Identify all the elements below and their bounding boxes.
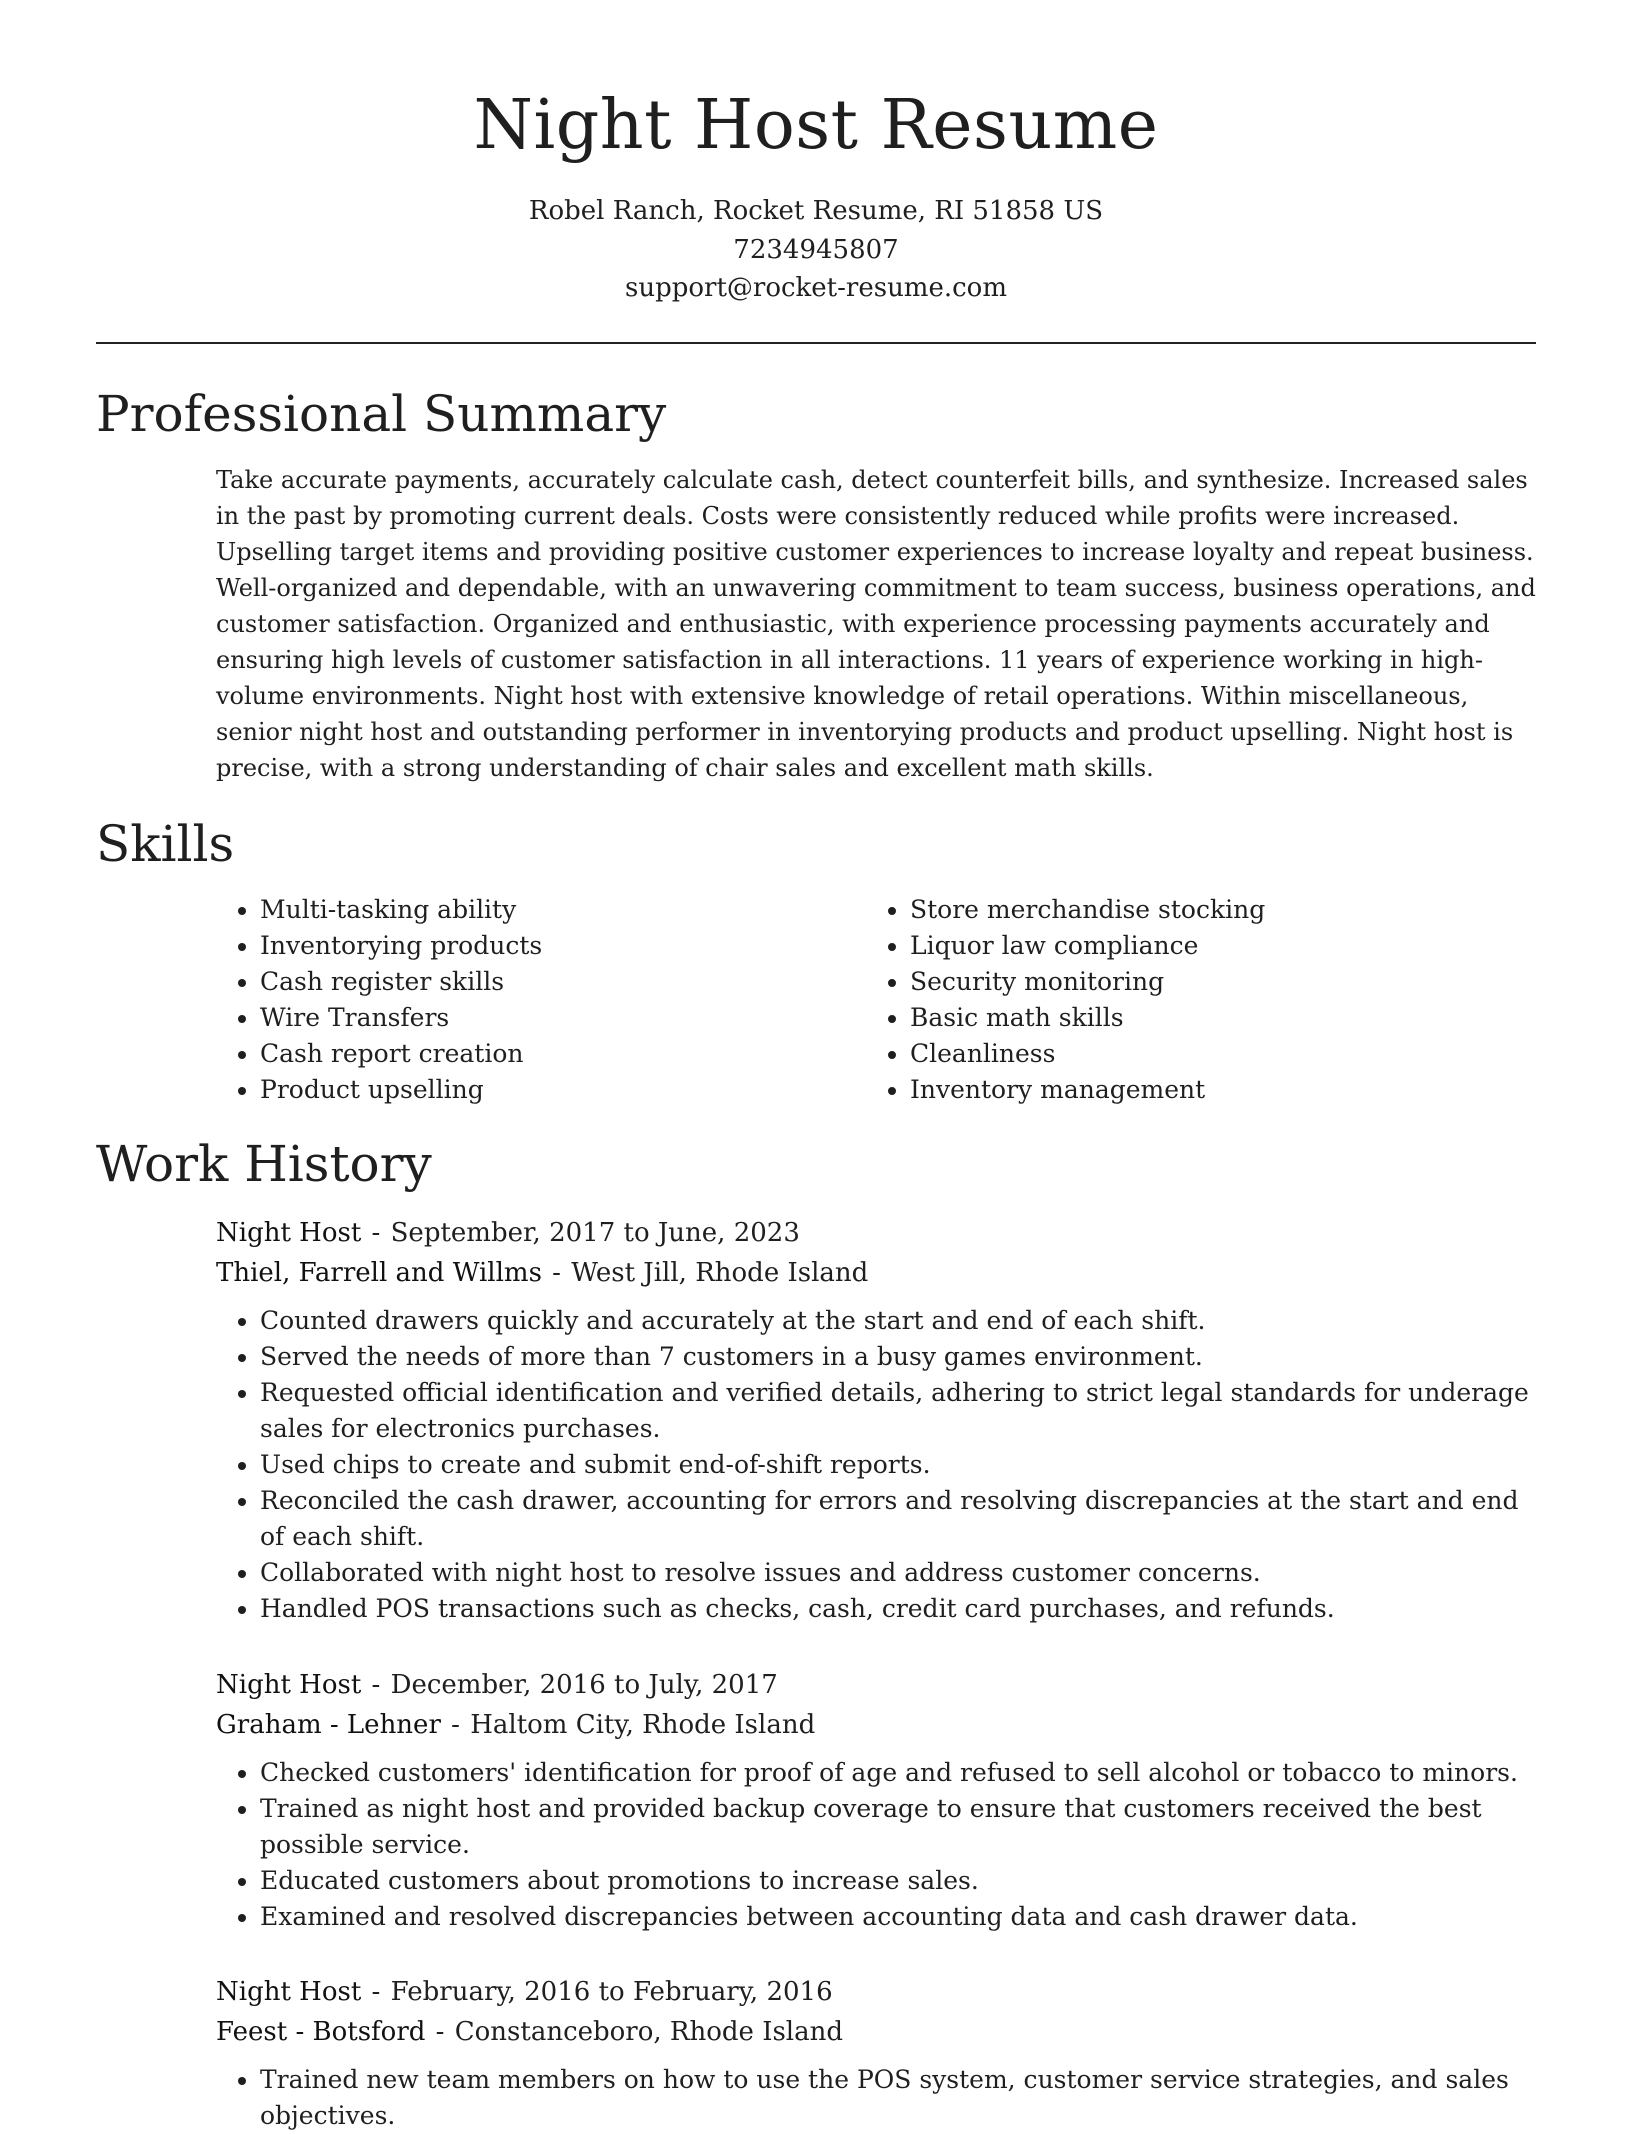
job-bullet: • Counted drawers quickly and accurately at the start and end of each shift. <box>260 1303 1536 1339</box>
job-bullet: • Trained as night host and provided backup coverage to ensure that customers received the best possible service. <box>260 1791 1536 1863</box>
job-company: Graham - Lehner <box>216 1710 441 1740</box>
job-bullet: • Examined and resolved discrepancies between accounting data and cash drawer data. <box>260 1899 1536 1935</box>
job-bullet-list <box>216 2062 1536 2134</box>
job-title: Night Host <box>216 1218 362 1248</box>
skills-list-left <box>216 892 860 1108</box>
job-bullet: • Used chips to create and submit end-of-shift reports. <box>260 1447 1536 1483</box>
job-employer: Feest - Botsford - Constanceboro, Rhode Island <box>216 2017 844 2047</box>
job-title: Night Host <box>216 1670 362 1700</box>
job-bullet: • Collaborated with night host to resolve issues and address customer concerns. <box>260 1555 1536 1591</box>
skill-item: • Product upselling <box>260 1072 860 1108</box>
skill-item: • Liquor law compliance <box>910 928 1550 964</box>
job-location: Haltom City, Rhode Island <box>470 1710 816 1740</box>
job-bullet: • Served the needs of more than 7 customers in a busy games environment. <box>260 1339 1536 1375</box>
contact-phone: 7234945807 <box>733 235 899 265</box>
job-bullet-list <box>216 1755 1536 1935</box>
skill-item: • Basic math skills <box>910 1000 1550 1036</box>
skill-item: • Cleanliness <box>910 1036 1550 1072</box>
job-location: Constanceboro, Rhode Island <box>454 2017 844 2047</box>
contact-address: Robel Ranch, Rocket Resume, RI 51858 US <box>528 196 1104 226</box>
summary-text: Take accurate payments, accurately calculate cash, detect counterfeit bills, and synthesize. Increased sales in the past by promoting current deals. Costs were consistently reduced while profits were increased. Upselling target items and providing positive customer experiences to increase loyalty and repeat business. Well-organized and dependable, with an unwavering commitment to team success, business operations, and customer satisfaction. Organized and enthusiastic, with experience processing payments accurately and ensuring high levels of customer satisfaction in all interactions. 11 years of experience working in high-volume environments. Night host with extensive knowledge of retail operations. Within miscellaneous, senior night host and outstanding performer in inventorying products and product upselling. Night host is precise, with a strong understanding of chair sales and excellent math skills. <box>216 466 1536 782</box>
job-bullet: • Handled POS transactions such as checks, cash, credit card purchases, and refunds. <box>260 1591 1536 1627</box>
skill-item: • Multi-tasking ability <box>260 892 860 928</box>
skill-item: • Cash report creation <box>260 1036 860 1072</box>
contact-email: support@rocket-resume.com <box>624 273 1007 303</box>
skill-item: • Inventory management <box>910 1072 1550 1108</box>
job-bullet: • Trained new team members on how to use the POS system, customer service strategies, and sales objectives. <box>260 2062 1536 2134</box>
skills-list-right <box>866 892 1550 1108</box>
job-company: Feest - Botsford <box>216 2017 426 2047</box>
job-entry <box>216 1972 1536 2134</box>
job-location: West Jill, Rhode Island <box>571 1258 869 1288</box>
job-heading: Night Host - December, 2016 to July, 2017 <box>216 1670 778 1700</box>
job-bullet: • Requested official identification and verified details, adhering to strict legal standards for underage sales for electronics purchases. <box>260 1375 1536 1447</box>
header-divider <box>96 342 1536 344</box>
section-title-work-history: Work History <box>96 1135 432 1193</box>
skill-item: • Inventorying products <box>260 928 860 964</box>
job-employer: Thiel, Farrell and Willms - West Jill, Rhode Island <box>216 1258 869 1288</box>
resume-title: Night Host Resume <box>473 86 1159 165</box>
job-dates: December, 2016 to July, 2017 <box>390 1670 778 1700</box>
job-bullet: • Educated customers about promotions to increase sales. <box>260 1863 1536 1899</box>
job-entry <box>216 1665 1536 1935</box>
job-heading: Night Host - September, 2017 to June, 2023 <box>216 1218 800 1248</box>
skill-item: • Wire Transfers <box>260 1000 860 1036</box>
skill-item: • Cash register skills <box>260 964 860 1000</box>
job-heading: Night Host - February, 2016 to February, 2016 <box>216 1977 833 2007</box>
skill-item: • Store merchandise stocking <box>910 892 1550 928</box>
job-title: Night Host <box>216 1977 362 2007</box>
job-dates: September, 2017 to June, 2023 <box>390 1218 800 1248</box>
job-bullet-list <box>216 1303 1536 1627</box>
section-title-skills: Skills <box>96 815 235 873</box>
job-company: Thiel, Farrell and Willms <box>216 1258 542 1288</box>
job-dates: February, 2016 to February, 2016 <box>390 1977 833 2007</box>
job-employer: Graham - Lehner - Haltom City, Rhode Island <box>216 1710 816 1740</box>
skill-item: • Security monitoring <box>910 964 1550 1000</box>
job-entry <box>216 1213 1536 1627</box>
job-bullet: • Checked customers' identification for proof of age and refused to sell alcohol or tobacco to minors. <box>260 1755 1536 1791</box>
section-title-summary: Professional Summary <box>96 385 667 443</box>
job-bullet: • Reconciled the cash drawer, accounting for errors and resolving discrepancies at the start and end of each shift. <box>260 1483 1536 1555</box>
